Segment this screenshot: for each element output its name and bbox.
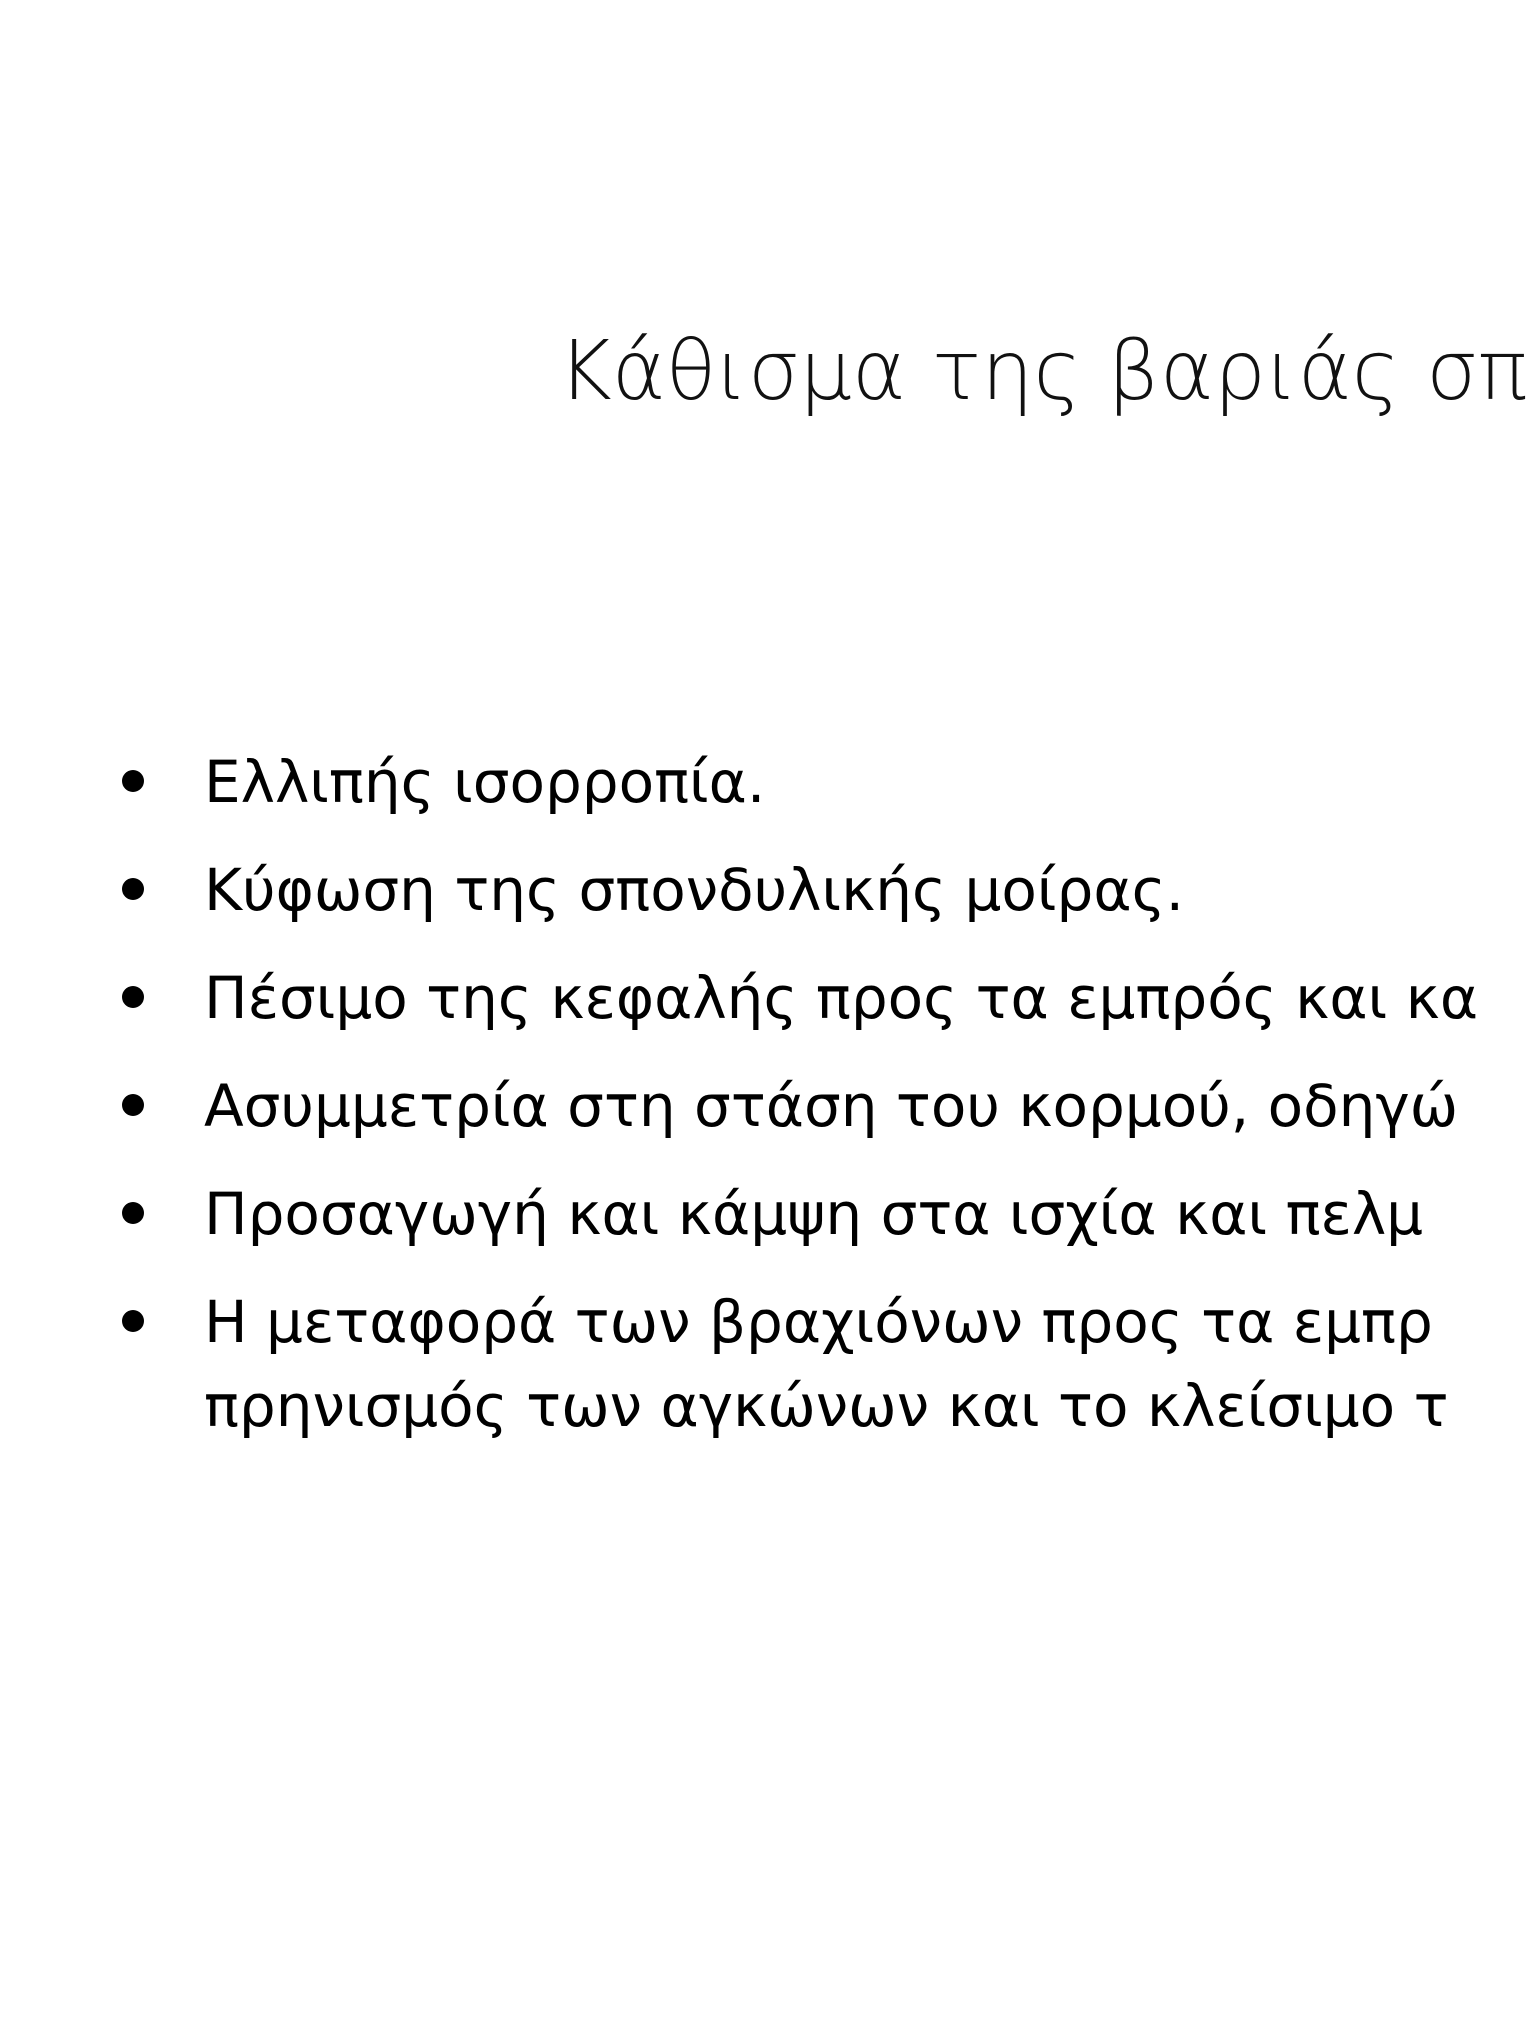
bullet-item: [0, 1280, 1449, 1448]
bullet-text: Κύφωση της σπονδυλικής μοίρας.: [204, 856, 1185, 924]
bullet-text: Ασυμμετρία στη στάση του κορμού, οδηγώ: [204, 1072, 1459, 1140]
bullet-dot-icon: [122, 1202, 144, 1224]
bullet-dot-icon: [122, 770, 144, 792]
bullet-dot-icon: [122, 986, 144, 1008]
bullet-item: [0, 848, 1428, 932]
bullet-text-continuation: πρηνισμός των αγκώνων και το κλείσιμο τ: [204, 1372, 1449, 1440]
bullet-item: [0, 956, 1479, 1040]
bullet-dot-icon: [122, 1310, 144, 1332]
bullet-text: Ελλιπής ισορροπία.: [204, 748, 766, 816]
bullet-item: [0, 1064, 1459, 1148]
bullet-text: Η μεταφορά των βραχιόνων προς τα εμπρ: [204, 1288, 1433, 1356]
bullet-text: Πέσιμο της κεφαλής προς τα εμπρός και κα: [204, 964, 1479, 1032]
bullet-list: [0, 740, 1479, 1472]
bullet-dot-icon: [122, 878, 144, 900]
slide-title: Κάθισμα της βαριάς σπ: [558, 324, 1527, 419]
bullet-dot-icon: [122, 1094, 144, 1116]
bullet-item: [0, 1172, 1428, 1256]
bullet-item: [0, 740, 1428, 824]
bullet-text: Προσαγωγή και κάμψη στα ισχία και πελμ: [204, 1180, 1424, 1248]
